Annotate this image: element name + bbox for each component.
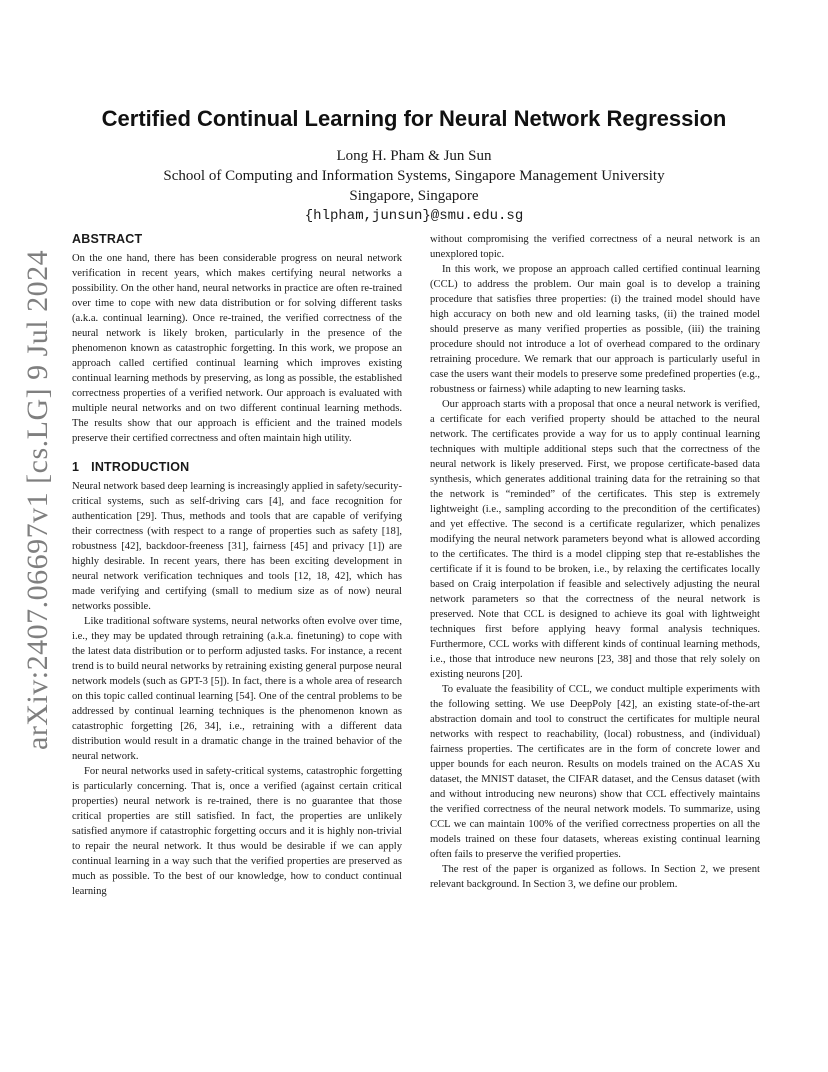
right-column bbox=[430, 232, 760, 892]
abstract-text: On the one hand, there has been considerable progress on neural network verification in recent years, which makes certifying neural networks a possibility. On the other hand, neural networks in practice are often re-trained over time to cope with new data distribution or for solving different tasks (a.k.a. continual learning). Once re-trained, the verified correctness of the neural network is likely broken, particularly in the presence of the phenomenon known as catastrophic forgetting. In this work, we propose an approach called certified continual learning which improves existing continual learning methods by preserving, as long as possible, the established correctness properties of a verified network. Our approach is evaluated with multiple neural networks and on two different continual learning methods. The results show that our approach is efficient and the trained models preserve their certified correctness and often maintain high utility. bbox=[72, 253, 402, 444]
introduction-heading bbox=[72, 460, 402, 475]
author-names: Long H. Pham & Jun Sun bbox=[336, 148, 492, 164]
section-title: INTRODUCTION bbox=[91, 460, 190, 474]
arxiv-identifier-stamp: arXiv:2407.06697v1 [cs.LG] 9 Jul 2024 bbox=[21, 249, 54, 751]
author-email: {hlpham,junsun}@smu.edu.sg bbox=[304, 208, 524, 224]
intro-paragraph: Like traditional software systems, neural networks often evolve over time, i.e., they may be updated through retraining (a.k.a. finetuning) to cope with the latest data distribution or to perform adjusted tasks. For instance, a recent trend is to build neural networks by retraining existing general purpose neural network models (such as GPT-3 [5]). In fact, there is a whole area of research on this topic called continual learning [54]. One of the central problems to be addressed by continual learning techniques is the phenomenon known as catastrophic forgetting [26, 34], i.e., retraining with a different data distribution would result in a dramatic change in the trained behavior of the neural network. bbox=[72, 616, 402, 762]
author-block bbox=[60, 146, 768, 226]
abstract-heading: ABSTRACT bbox=[72, 232, 143, 246]
section-number: 1 bbox=[72, 460, 80, 474]
paper-title: Certified Continual Learning for Neural Network Regression bbox=[101, 106, 727, 131]
author-location: Singapore, Singapore bbox=[349, 188, 479, 204]
intro-paragraph: For neural networks used in safety-critical systems, catastrophic forgetting is particularly concerning. That is, once a verified (against certain critical properties) neural network is re-trained, there is no guarantee that those critical properties are still satisfied. In fact, the properties are unlikely satisfied anymore if catastrophic forgetting occurs and it is highly non-trivial to repair the neural network. It thus would be desirable if we can apply continual learning in a way such that the verified properties are preserved as much as possible. To the best of our knowledge, how to conduct continual learning bbox=[72, 766, 402, 897]
author-affiliation: School of Computing and Information Systems, Singapore Management University bbox=[163, 168, 665, 184]
intro-paragraph: The rest of the paper is organized as follows. In Section 2, we present relevant background. In Section 3, we define our problem. bbox=[430, 864, 760, 890]
intro-paragraph: Neural network based deep learning is increasingly applied in safety/security-critical systems, such as self-driving cars [4], and face recognition for authentication [29]. Thus, methods and tools that are capable of verifying their correctness (with respect to a range of properties such as safety [18], robustness [42], backdoor-freeness [31], fairness [45] and privacy [1]) are highly desirable. In recent years, there has been exciting development in neural network verification techniques and tools [12, 18, 42], which has made verifying and certifying (small to medium size as of now) neural networks possible. bbox=[72, 481, 402, 612]
intro-paragraph: In this work, we propose an approach called certified continual learning (CCL) to address the problem. Our main goal is to develop a training procedure that satisfies three properties: (i) the trained model should have high accuracy on both new and old learning tasks, (ii) the trained model should preserve as many verified properties as possible, (iii) the training procedure should not introduce a lot of overhead compared to the ordinary retraining procedure. We remark that our approach is particularly useful in case the users want their models to preserve some predefined properties (e.g., robustness or fairness) while adapting to new learning tasks. bbox=[430, 264, 760, 395]
intro-paragraph: without compromising the verified correctness of a neural network is an unexplored topic. bbox=[430, 234, 760, 260]
intro-paragraph: To evaluate the feasibility of CCL, we conduct multiple experiments with the following setting. We use DeepPoly [42], an existing state-of-the-art abstraction domain and tool to construct the certificates for multiple neural networks with respect to reachability, (local) robustness, and (individual) fairness properties. The certificates are in the form of concrete lower and upper bounds for each neuron. Results on models trained on the ACAS Xu dataset, the MNIST dataset, the CIFAR dataset, and the Census dataset (with and without introducing new neurons) show that CCL effectively maintains the verified correctness of the neural network models. To summarize, using CCL we can maintain 100% of the verified correctness properties on all the models trained on these four datasets, whereas existing continual learning often fails to preserve the verified properties. bbox=[430, 684, 760, 860]
intro-paragraph: Our approach starts with a proposal that once a neural network is verified, a certificate for each verified property should be attached to the neural network. The certificates provide a way for us to apply continual learning techniques with multiple additional steps such that the correctness of the neural network is likely preserved. First, we propose certificate-based data synthesis, which generates additional training data for the retraining so that the network is “reminded” of the certificates. This step is extremely lightweight (i.e., sampling according to the precondition of the certificates) and yet effective. The second is a certificate regularizer, which penalizes modifying the neural network parameters beyond what is allowed according to the certificates. The third is a model clipping step that re-establishes the certificate if it is found to be broken, i.e., by relaxing the certificates locally based on Craig interpolation if feasible and selectively adjusting the neural network parameters so that the correctness of the neural network is preserved. Note that CCL is designed to achieve its goal with lightweight techniques first before applying heavy formal analysis techniques. Furthermore, CCL works with different kinds of continual learning methods, i.e., those that introduce new neurons [23, 38] and those that rely solely on existing neurons [20]. bbox=[430, 399, 760, 680]
left-column bbox=[72, 232, 402, 899]
